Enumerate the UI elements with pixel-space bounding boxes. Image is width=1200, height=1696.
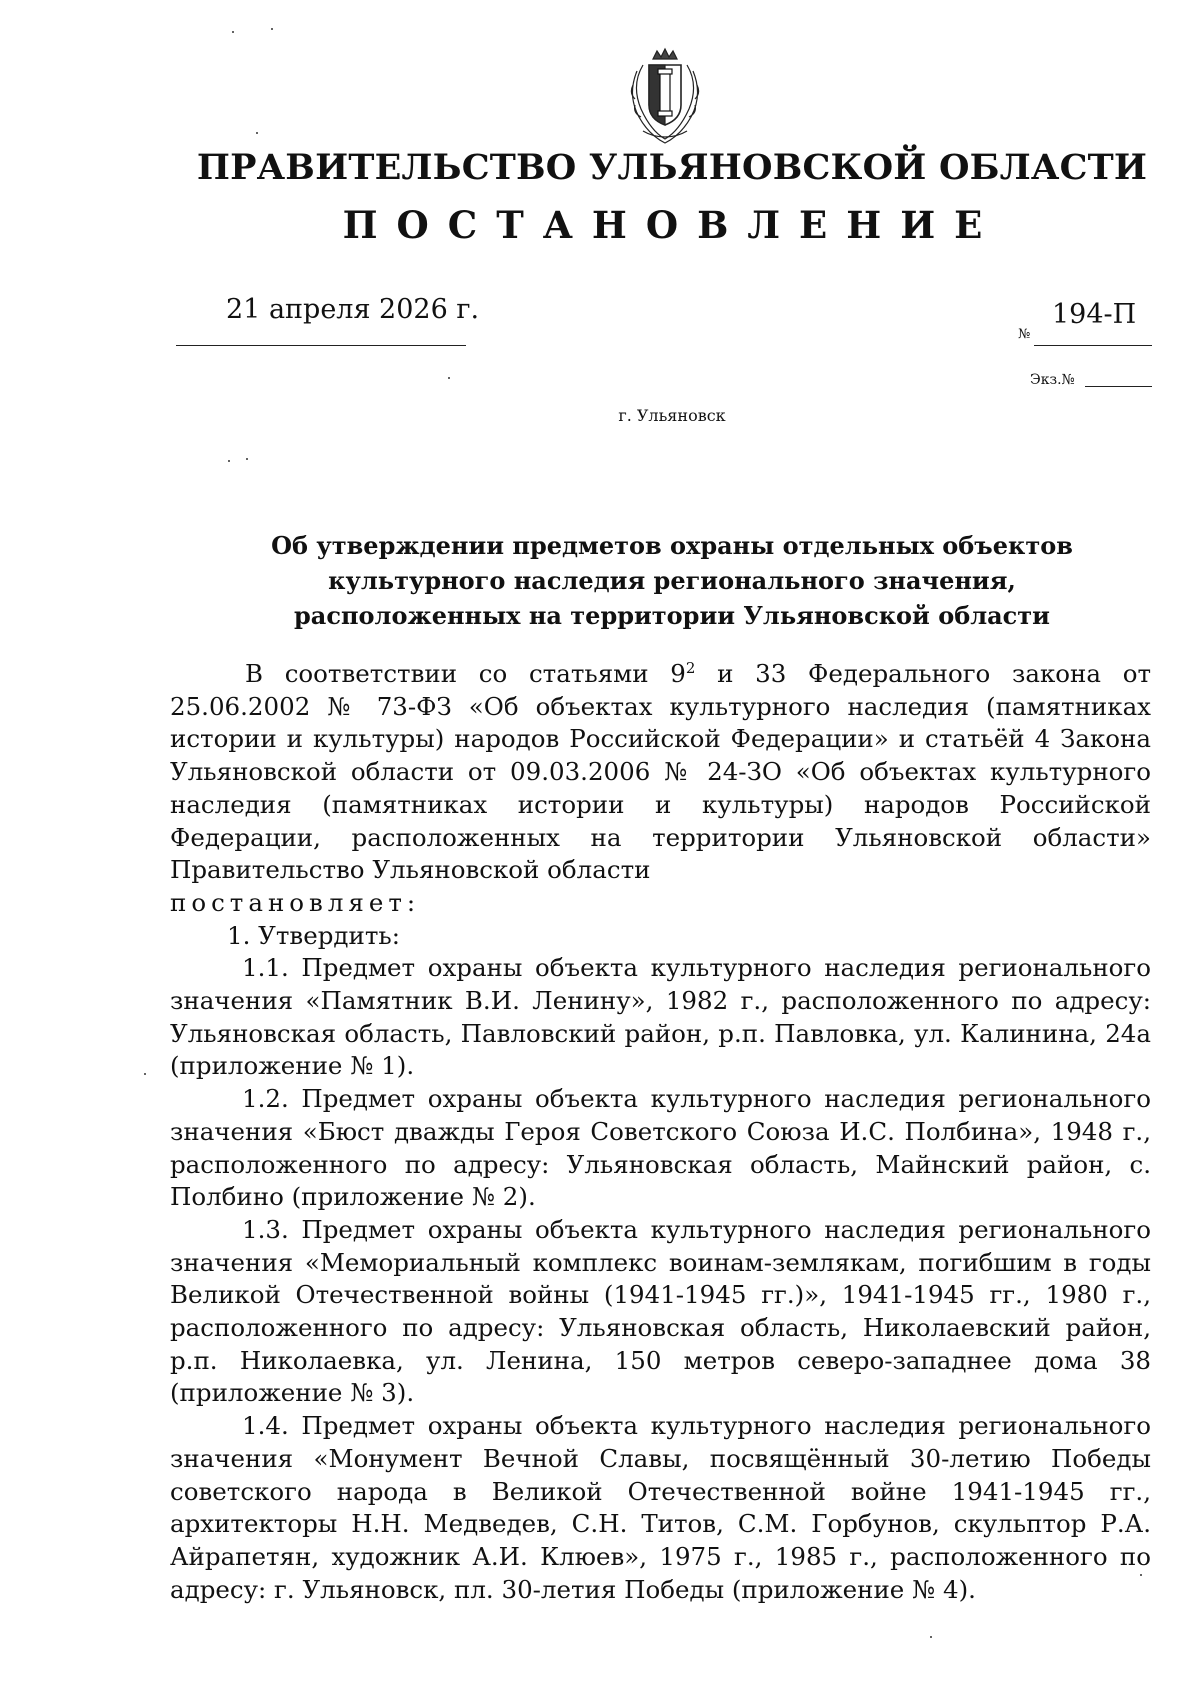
scan-speck (246, 458, 248, 460)
document-type: ПОСТАНОВЛЕНИЕ (342, 203, 1002, 247)
copy-number-label: Экз.№ (1030, 372, 1075, 388)
preamble-start: В соответствии со статьями 9 (245, 659, 686, 688)
item-approve: 1. Утвердить: (227, 920, 400, 950)
number-label: № (1018, 327, 1031, 342)
article-superscript: 2 (685, 659, 696, 677)
decree-word: постановляет: (170, 887, 421, 917)
ulyanovsk-coat-of-arms-icon (623, 45, 707, 145)
document-title (100, 528, 1200, 633)
scan-speck (228, 460, 230, 462)
scan-speck (232, 31, 234, 33)
scan-speck (930, 1636, 932, 1638)
list-item: 1.1. Предмет охраны объекта культурного наследия регионального значения «Памятник В.И. Ленину», 1982 г., расположенного по адресу: Ульяновская область, Павловский район, р.п. Павловка, ул. Калинина, 24а (приложение № 1). (170, 953, 1151, 1081)
scan-speck (448, 377, 450, 379)
copy-number-underline (1085, 386, 1152, 387)
list-item: 1.3. Предмет охраны объекта культурного наследия регионального значения «Мемориальный комплекс воинам-землякам, погибшим в годы Великой Отечественной войны (1941-1945 гг.)», 1941-1945 гг., 1980 г., расположенного по адресу: Ульяновская область, Николаевский район, р.п. Николаевка, ул. Ленина, 150 метров северо-западнее дома 38 (приложение № 3). (170, 1214, 1151, 1408)
date-underline (176, 345, 466, 346)
government-name: ПРАВИТЕЛЬСТВО УЛЬЯНОВСКОЙ ОБЛАСТИ (196, 147, 1148, 188)
title-line: Об утверждении предметов охраны отдельных объектов (271, 531, 1073, 560)
number-underline (1034, 345, 1152, 346)
scan-speck (256, 132, 258, 134)
document-date: 21 апреля 2026 г. (226, 294, 480, 325)
list-item: 1.4. Предмет охраны объекта культурного наследия регионального значения «Монумент Вечной Славы, посвящённый 30-летию Победы советского народа в Великой Отечественной войне 1941-1945 гг., архитекторы Н.Н. Медведев, С.Н. Титов, С.М. Горбунов, скульптор Р.А. Айрапетян, художник А.И. Клюев», 1975 г., 1985 г., расположенного по адресу: г. Ульяновск, пл. 30-летия Победы (приложение № 4). (170, 1411, 1151, 1604)
title-line: расположенных на территории Ульяновской области (294, 601, 1050, 630)
scan-speck (271, 28, 273, 30)
preamble-rest: и 33 Федерального закона от 25.06.2002 № 73-ФЗ «Об объектах культурного наследия (памятниках истории и культуры) народов Российской Федерации» и статьёй 4 Закона Ульяновской области от 09.03.2006 № 24-ЗО «Об объектах культурного наследия (памятниках истории и культуры) народов Российской Федерации, расположенных на территории Ульяновской области» Правительство Ульяновской области (170, 659, 1151, 885)
document-body (170, 658, 1151, 1606)
title-line: культурного наследия регионального значения, (328, 566, 1016, 595)
scan-speck (1140, 1574, 1142, 1576)
list-item: 1.2. Предмет охраны объекта культурного наследия регионального значения «Бюст дважды Героя Советского Союза И.С. Полбина», 1948 г., расположенного по адресу: Ульяновская область, Майнский район, с. Полбино (приложение № 2). (170, 1084, 1151, 1212)
city: г. Ульяновск (618, 406, 726, 425)
scan-speck (144, 1073, 146, 1075)
preamble-paragraph (170, 658, 1151, 887)
document-number: 194-П (1052, 299, 1137, 330)
